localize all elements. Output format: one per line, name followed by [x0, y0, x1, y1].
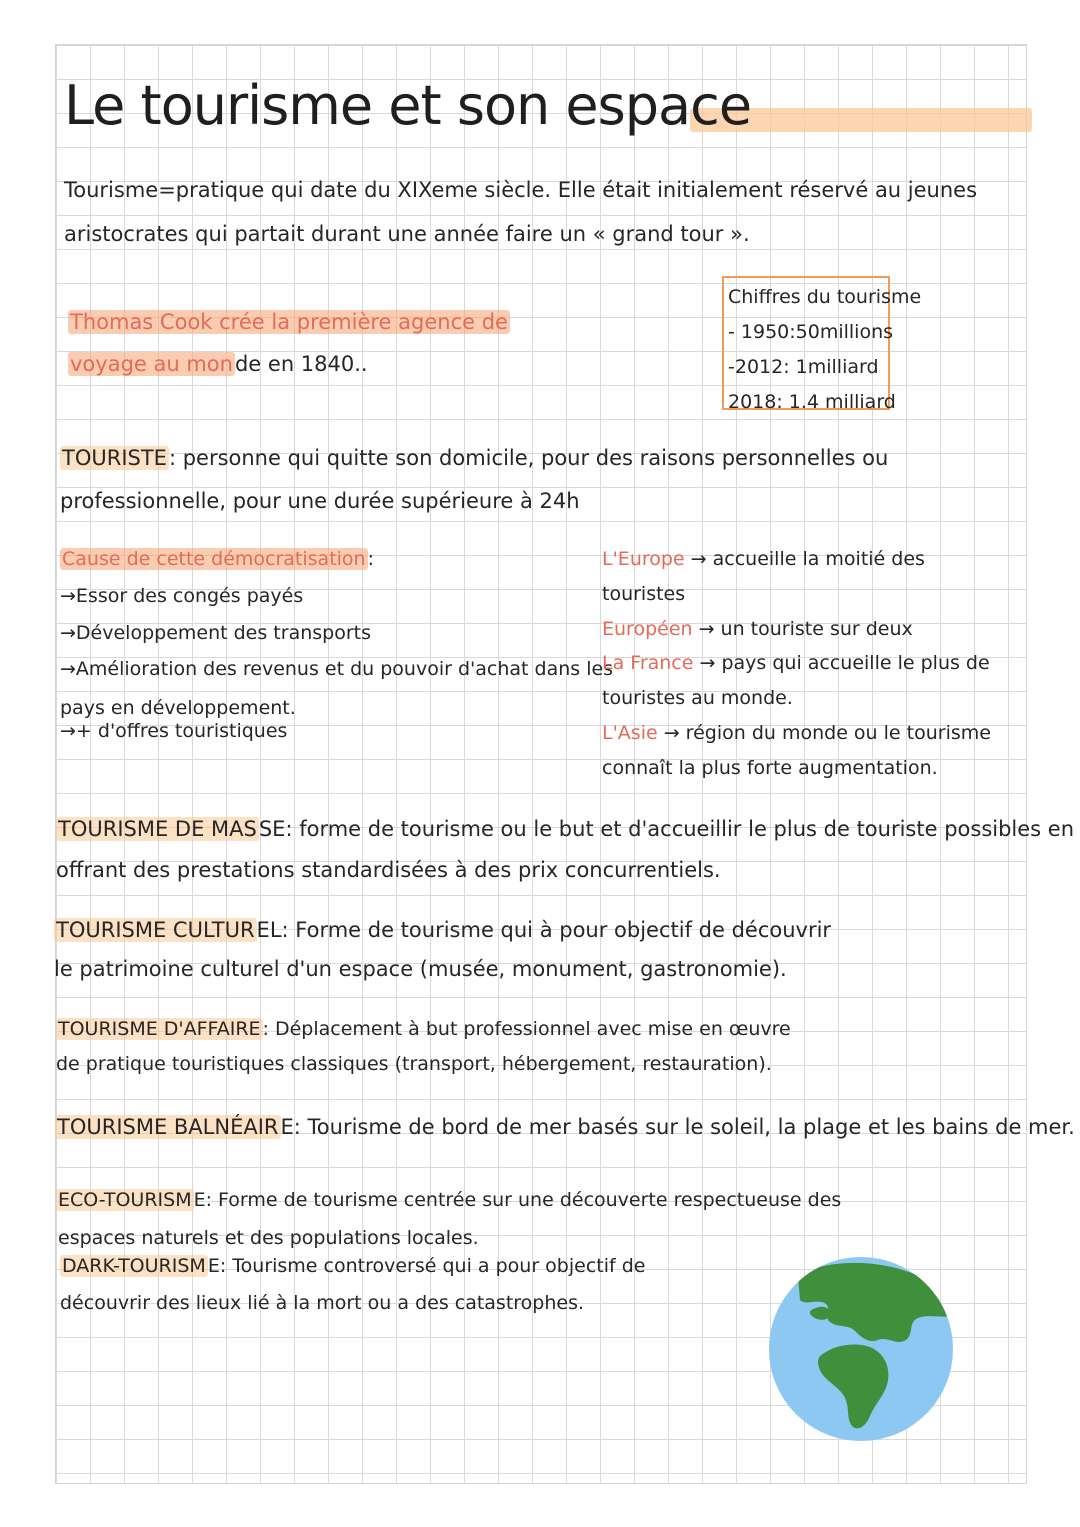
- causes-heading: Cause de cette démocratisation: [62, 548, 366, 570]
- affaire-def: : Déplacement à but professionnel avec mise en œuvre: [262, 1018, 791, 1040]
- region-europe: [602, 548, 925, 570]
- region-text-europe: → accueille la moitié des: [684, 548, 925, 570]
- cook-line-2-rest: de en 1840..: [234, 352, 368, 376]
- balneaire-term-rest: E: [280, 1115, 294, 1139]
- region-term-europeen: Européen: [602, 618, 693, 640]
- dark-line-1: [60, 1255, 645, 1277]
- cause-item-5: →+ d'offres touristiques: [60, 720, 288, 742]
- eco-term-rest: E: [193, 1189, 206, 1211]
- balneaire-def: : Tourisme de bord de mer basés sur le soleil, la plage et les bains de mer.: [293, 1115, 1075, 1139]
- causes-heading-colon: :: [367, 548, 374, 570]
- balneaire-term: TOURISME BALNÉAIR: [57, 1115, 279, 1139]
- affaire-line-2: de pratique touristiques classiques (transport, hébergement, restauration).: [56, 1053, 772, 1075]
- eco-def: : Forme de tourisme centrée sur une découverte respectueuse des: [205, 1189, 842, 1211]
- region-france-cont: touristes au monde.: [602, 687, 793, 709]
- balneaire-line: [55, 1115, 1075, 1139]
- culturel-term-rest: EL: [256, 918, 282, 942]
- masse-line-2: offrant des prestations standardisées à des prix concurrentiels.: [56, 858, 721, 882]
- stats-box: [722, 276, 922, 413]
- cook-line-1: [68, 310, 510, 334]
- masse-term-rest: SE: [258, 817, 286, 841]
- region-text-asie: → région du monde ou le tourisme: [657, 722, 991, 744]
- region-term-france: La France: [602, 652, 694, 674]
- dark-term: DARK-TOURISM: [62, 1255, 206, 1277]
- region-europe-cont: touristes: [602, 583, 686, 605]
- touriste-def: : personne qui quitte son domicile, pour des raisons personnelles ou: [168, 446, 889, 470]
- region-asie-cont: connaît la plus forte augmentation.: [602, 757, 938, 779]
- region-asie: [602, 722, 991, 744]
- cook-highlight-2: voyage au mon: [70, 352, 233, 376]
- stats-item-2012: -2012: 1milliard: [728, 356, 879, 378]
- page-title: Le tourisme et son espace: [64, 74, 752, 137]
- culturel-def: : Forme de tourisme qui à pour objectif de découvrir: [281, 918, 832, 942]
- region-text-europeen: → un touriste sur deux: [692, 618, 913, 640]
- region-term-asie: L'Asie: [602, 722, 658, 744]
- eco-line-2: espaces naturels et des populations locales.: [58, 1227, 479, 1249]
- culturel-line-2: le patrimoine culturel d'un espace (musée, monument, gastronomie).: [54, 957, 787, 981]
- cook-line-2: [68, 352, 368, 376]
- region-france: [602, 652, 990, 674]
- region-term-europe: L'Europe: [602, 548, 685, 570]
- earth-globe-icon: [768, 1256, 954, 1442]
- affaire-line-1: [56, 1018, 791, 1040]
- touriste-line-1: [60, 446, 888, 470]
- causes-heading-line: [60, 548, 374, 570]
- masse-def: : forme de tourisme ou le but et d'accueillir le plus de touriste possibles en: [285, 817, 1075, 841]
- touriste-term: TOURISTE: [62, 446, 167, 470]
- culturel-term: TOURISME CULTUR: [56, 918, 255, 942]
- cook-highlight-1: Thomas Cook crée la première agence de: [70, 310, 508, 334]
- eco-term: ECO-TOURISM: [58, 1189, 192, 1211]
- eco-line-1: [56, 1189, 841, 1211]
- dark-def: : Tourisme controversé qui a pour objectif de: [219, 1255, 646, 1277]
- stats-title: Chiffres du tourisme: [728, 286, 922, 308]
- cause-item-2: →Développement des transports: [60, 622, 371, 644]
- cause-item-3: →Amélioration des revenus et du pouvoir d'achat dans les: [60, 658, 614, 680]
- stats-item-1950: - 1950:50millions: [728, 321, 894, 343]
- masse-term: TOURISME DE MAS: [58, 817, 257, 841]
- culturel-line-1: [54, 918, 831, 942]
- dark-term-rest: E: [207, 1255, 220, 1277]
- cause-item-1: →Essor des congés payés: [60, 585, 304, 607]
- region-text-france: → pays qui accueille le plus de: [693, 652, 990, 674]
- affaire-term: TOURISME D'AFFAIRE: [58, 1018, 261, 1040]
- touriste-line-2: professionnelle, pour une durée supérieure à 24h: [60, 489, 580, 513]
- intro-line-1: Tourisme=pratique qui date du XIXeme siècle. Elle était initialement réservé au jeunes: [64, 178, 978, 202]
- masse-line-1: [56, 817, 1074, 841]
- region-europeen: [602, 618, 913, 640]
- stats-item-2018: 2018: 1.4 milliard: [728, 391, 896, 413]
- dark-line-2: découvrir des lieux lié à la mort ou a des catastrophes.: [60, 1292, 585, 1314]
- intro-line-2: aristocrates qui partait durant une année faire un « grand tour ».: [64, 222, 750, 246]
- cause-item-4: pays en développement.: [60, 697, 296, 719]
